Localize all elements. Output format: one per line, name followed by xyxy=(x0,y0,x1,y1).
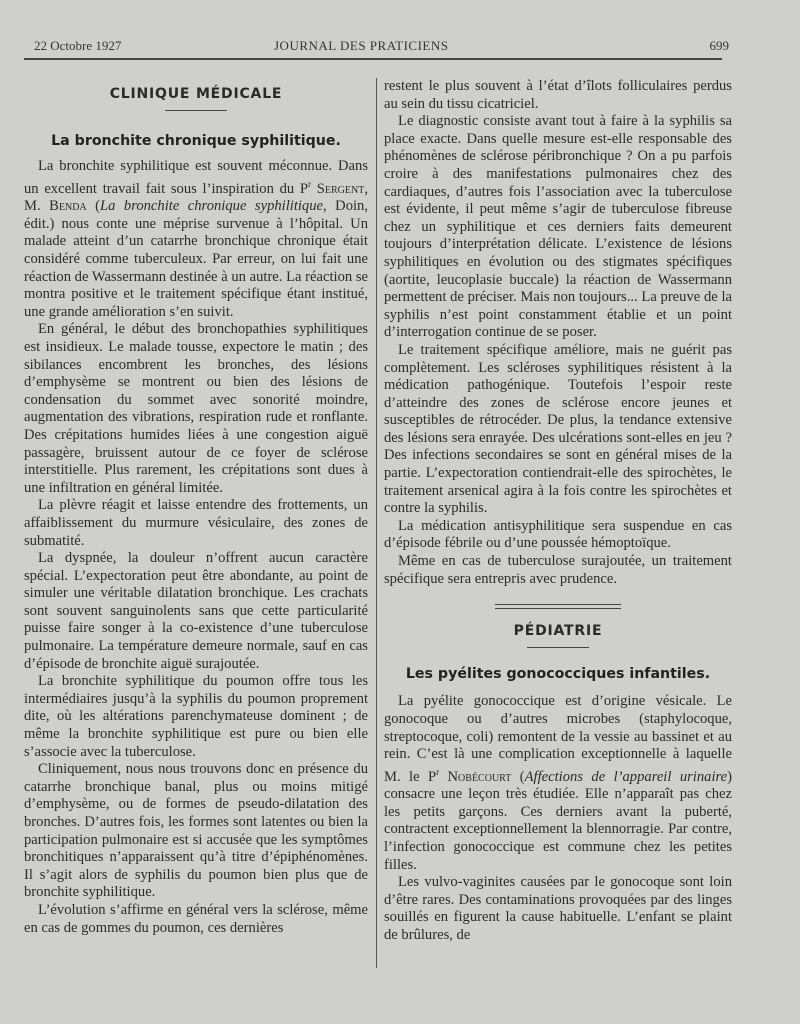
author-name: Benda xyxy=(49,198,87,215)
section-title-clinique: CLINIQUE MÉDICALE xyxy=(109,86,283,102)
paragraph: L’évolution s’affirme en général vers la sclérose, même en cas de gommes du poumon, ces dernières xyxy=(24,901,368,936)
running-header xyxy=(24,38,729,58)
paragraph: Le diagnostic consiste avant tout à faire à la syphilis sa place exacte. Dans quelle mesure est-elle responsable des phénomènes de sclérose péribronchique ? On a pu parfois croire à des manifestations pulmonaires chez des cardiaques, d’autres fois l’association avec la tuberculose est évidente, il peut même s’agir de tuberculose fibreuse chez un syphilitique et ces derniers faits demeurent toujours d’interprétation délicate. L’existence de lésions syphilitiques en évolution ou des stigmates spécifiques (aortite, leucoplasie buccale) la réaction de Wassermann permettent de préciser. Mais non toujours... La preuve de la syphilis n’est point constamment établie et un point d’interrogation continue de se poser. xyxy=(384,113,732,341)
book-title: Affections de l’appareil urinaire xyxy=(524,768,728,785)
paragraph-continued: restent le plus souvent à l’état d’îlots folliculaires perdus au sein du tissu cicatriciel. xyxy=(384,78,732,112)
right-column xyxy=(384,78,732,945)
section-title-pediatrie: PÉDIATRIE xyxy=(513,623,603,640)
paragraph: La bronchite syphilitique du poumon offre tous les intermédiaires jusqu’à la syphilis du poumon proprement dite, où les altérations parenchymateuse dominent ; de même la bronchite syphilitique est pure ou bien elle s’associe avec la tuberculose. xyxy=(24,673,368,760)
article-title-pyelites: Les pyélites gonococciques infantiles. xyxy=(405,665,711,682)
paragraph: La pyélite gonococcique est d’origine vésicale. Le gonocoque ou d’autres microbes (staphylocoque, streptocoque, coli) remontent de la vessie au bassinet et au rein. C’est là une complication exceptionnelle à laquelle M. le $P^r$ Nobécourt (Affections de l’appareil urinaire) consacre une leçon très étudiée. Elle n’apparaît pas chez les petits garçons. Ces derniers avant la puberté, contractent exceptionnellement la blennorragie. Par contre, l’infection gonococcique est commune chez les petites filles. xyxy=(384,693,732,873)
column-divider xyxy=(376,78,377,968)
paragraph: En général, le début des bronchopathies syphilitiques est insidieux. Le malade tousse, expectore le matin ; des sibilances encombrent les bronches, des lésions d’emphysème se montrent ou bien des lésions de condensation du sommet avec sonorité moindre, augmentation des vibrations, respiration rude et ronflante. Des crépitations humides liées à une congestion aiguë passagère, bruissent autour de ce foyer de sclérose interstitielle. Plus rarement, les crépitations sont dues à une infiltration en général limitée. xyxy=(24,321,368,496)
issue-date: 22 Octobre 1927 xyxy=(34,38,122,53)
author-name: Nobécourt xyxy=(447,768,512,785)
page-number: 699 xyxy=(709,38,729,53)
paragraph: Cliniquement, nous nous trouvons donc en présence du catarrhe bronchique banal, plus ou moins mitigé d’emphysème, ou de formes de pseudo-dilatation des bronches. D’autres fois, les formes sont latentes ou bien la participation pulmonaire est si accusée que les symptômes bronchitiques n’apparaissent qu’à titre d’épiphénomènes. Il s’agit alors de syphilis du poumon bien plus que de bronchite syphilitique. xyxy=(24,761,368,901)
paragraph: Les vulvo-vaginites causées par le gonocoque sont loin d’être rares. Des contaminations provoquées par des linges souillés en figurent la cause habituelle. L’enfant se plaint de brûlures, de xyxy=(384,874,732,943)
author-name: Sergent xyxy=(316,180,365,197)
paragraph: Le traitement spécifique améliore, mais ne guérit pas complètement. Les scléroses syphilitiques résistent à la médication pathogénique. Toutefois l’espoir reste d’atteindre des zones de sclérose encore jeunes et susceptibles de rétrocéder. De plus, la tendance extensive des lésions sera enrayée. Des ulcérations sont-elles en jeu ? Des infections secondaires se sont en général mises de la partie. L’expectoration contiendrait-elle des spirochètes, le traitement arsenical agira à la fois contre les spirochètes et contre la syphilis. xyxy=(384,341,732,517)
paragraph: La plèvre réagit et laisse entendre des frottements, un affaiblissement du murmure vésiculaire, des zones de submatité. xyxy=(24,497,368,549)
paragraph: Même en cas de tuberculose surajoutée, un traitement spécifique sera entrepris avec prudence. xyxy=(384,553,732,587)
article-title-bronchite: La bronchite chronique syphilitique. xyxy=(51,132,341,149)
paragraph: La médication antisyphilitique sera suspendue en cas d’épisode fébrile ou d’une poussée hémoptoïque. xyxy=(384,517,732,552)
paragraph: La dyspnée, la douleur n’offrent aucun caractère spécial. L’expectoration peut être abondante, au point de simuler une véritable dilatation bronchique. Les crachats sont souvent sanguinolents sans que cette particularité puisse faire songer à la co-existence d’une tuberculose pulmonaire. La température demeure normale, sauf en cas d’épisode de bronchite aiguë surajoutée. xyxy=(24,550,368,672)
journal-title: JOURNAL DES PRATICIENS xyxy=(274,38,449,53)
paragraph: La bronchite syphilitique est souvent méconnue. Dans un excellent travail fait sous l’inspiration du $P^r$ Sergent, M. Benda (La bronchite chronique syphilitique, Doin, édit.) nous conte une méprise survenue à l’hôpital. Un malade atteint d’un catarrhe bronchique chronique était considéré comme tuberculeux. Par erreur, on lui fait une réaction de Wassermann destinée à un autre. La réaction se montra positive et le traitement spécifique étant institué, une grande amélioration s’en suivit. xyxy=(24,158,368,320)
book-title: La bronchite chronique syphilitique xyxy=(100,198,324,215)
left-column xyxy=(24,78,368,937)
header-rule xyxy=(24,58,722,60)
